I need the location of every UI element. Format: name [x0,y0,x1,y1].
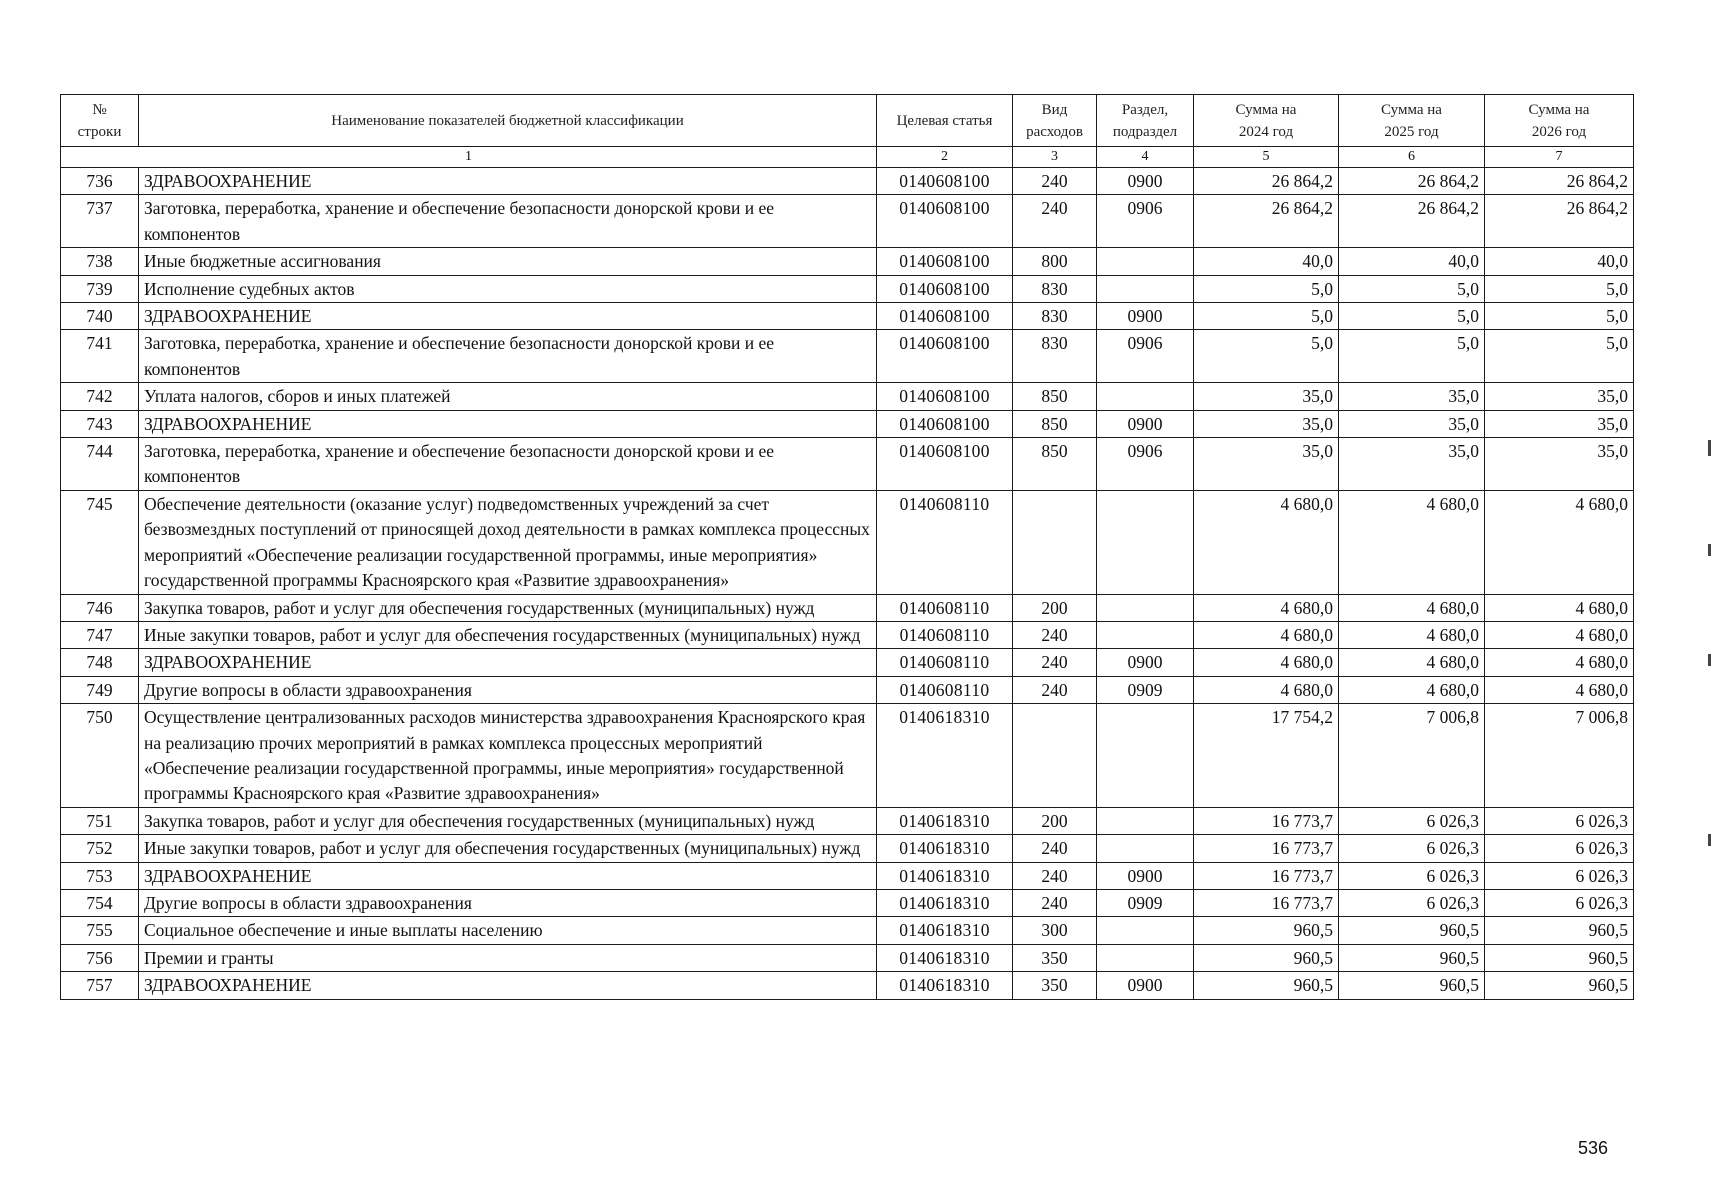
row-section [1097,807,1194,834]
row-sum-2024: 5,0 [1194,330,1339,383]
row-sum-2025: 40,0 [1339,248,1485,275]
row-number: 736 [61,168,139,195]
row-name: Иные закупки товаров, работ и услуг для обеспечения государственных (муниципальных) нужд [139,835,877,862]
row-number: 743 [61,410,139,437]
row-target-article: 0140618310 [877,972,1013,999]
table-row [61,944,1634,971]
row-section [1097,275,1194,302]
row-number: 749 [61,676,139,703]
row-name: Закупка товаров, работ и услуг для обеспечения государственных (муниципальных) нужд [139,807,877,834]
row-section: 0906 [1097,438,1194,491]
row-expense-type: 240 [1013,835,1097,862]
row-sum-2024: 35,0 [1194,438,1339,491]
row-expense-type: 240 [1013,168,1097,195]
table-row [61,248,1634,275]
row-target-article: 0140618310 [877,835,1013,862]
row-target-article: 0140608110 [877,649,1013,676]
row-number: 748 [61,649,139,676]
row-sum-2025: 4 680,0 [1339,621,1485,648]
row-target-article: 0140608100 [877,438,1013,491]
row-expense-type: 850 [1013,383,1097,410]
row-sum-2025: 960,5 [1339,972,1485,999]
row-target-article: 0140608110 [877,621,1013,648]
column-number-7: 7 [1485,147,1634,168]
row-number: 752 [61,835,139,862]
column-number-1: 1 [61,147,877,168]
row-target-article: 0140608100 [877,410,1013,437]
row-expense-type: 240 [1013,862,1097,889]
row-sum-2026: 26 864,2 [1485,195,1634,248]
header-name: Наименование показателей бюджетной классификации [139,95,877,147]
table-row [61,410,1634,437]
row-section [1097,704,1194,808]
row-expense-type: 830 [1013,303,1097,330]
row-sum-2025: 6 026,3 [1339,807,1485,834]
row-sum-2024: 16 773,7 [1194,862,1339,889]
header-row-no: № строки [61,95,139,147]
scan-edge-mark [1708,834,1711,846]
row-sum-2026: 7 006,8 [1485,704,1634,808]
row-sum-2026: 6 026,3 [1485,889,1634,916]
row-section [1097,383,1194,410]
row-expense-type: 200 [1013,594,1097,621]
row-sum-2025: 35,0 [1339,383,1485,410]
row-sum-2026: 35,0 [1485,410,1634,437]
row-target-article: 0140608100 [877,195,1013,248]
row-section [1097,490,1194,594]
row-name: ЗДРАВООХРАНЕНИЕ [139,972,877,999]
row-sum-2026: 4 680,0 [1485,621,1634,648]
row-number: 738 [61,248,139,275]
header-section: Раздел, подраздел [1097,95,1194,147]
row-expense-type: 800 [1013,248,1097,275]
row-sum-2026: 35,0 [1485,438,1634,491]
row-section [1097,248,1194,275]
row-name: Заготовка, переработка, хранение и обеспечение безопасности донорской крови и ее компонентов [139,195,877,248]
row-section: 0906 [1097,330,1194,383]
row-target-article: 0140608100 [877,303,1013,330]
row-sum-2024: 17 754,2 [1194,704,1339,808]
row-sum-2026: 6 026,3 [1485,807,1634,834]
row-target-article: 0140608110 [877,676,1013,703]
row-section: 0906 [1097,195,1194,248]
row-sum-2024: 960,5 [1194,972,1339,999]
page-number: 536 [1578,1138,1609,1158]
row-name: Социальное обеспечение и иные выплаты населению [139,917,877,944]
row-section: 0900 [1097,168,1194,195]
row-name: ЗДРАВООХРАНЕНИЕ [139,303,877,330]
table-row [61,972,1634,999]
row-sum-2025: 960,5 [1339,917,1485,944]
row-target-article: 0140618310 [877,862,1013,889]
row-number: 740 [61,303,139,330]
row-number: 747 [61,621,139,648]
row-sum-2026: 40,0 [1485,248,1634,275]
table-row [61,807,1634,834]
table-row [61,621,1634,648]
row-sum-2025: 35,0 [1339,438,1485,491]
column-number-4: 4 [1097,147,1194,168]
row-number: 755 [61,917,139,944]
row-name: ЗДРАВООХРАНЕНИЕ [139,862,877,889]
row-sum-2024: 16 773,7 [1194,889,1339,916]
row-target-article: 0140608100 [877,168,1013,195]
row-name: Исполнение судебных актов [139,275,877,302]
table-row [61,704,1634,808]
row-expense-type: 830 [1013,275,1097,302]
row-sum-2024: 26 864,2 [1194,168,1339,195]
row-sum-2025: 6 026,3 [1339,835,1485,862]
row-section: 0900 [1097,862,1194,889]
row-sum-2024: 960,5 [1194,917,1339,944]
table-row [61,195,1634,248]
column-number-3: 3 [1013,147,1097,168]
row-target-article: 0140608100 [877,383,1013,410]
table-row [61,490,1634,594]
row-sum-2026: 35,0 [1485,383,1634,410]
table-row [61,889,1634,916]
row-name: Обеспечение деятельности (оказание услуг) подведомственных учреждений за счет безвозмездных поступлений от приносящей доход деятельности в рамках комплекса процессных мероприятий «Обеспечение реализации государственной программы, иные мероприятия» государственной программы Красноярского края «Развитие здравоохранения» [139,490,877,594]
row-sum-2025: 26 864,2 [1339,168,1485,195]
row-sum-2025: 6 026,3 [1339,889,1485,916]
table-body [61,168,1634,1000]
row-expense-type: 850 [1013,438,1097,491]
row-section: 0909 [1097,676,1194,703]
row-expense-type: 200 [1013,807,1097,834]
row-sum-2026: 960,5 [1485,917,1634,944]
row-section [1097,944,1194,971]
header-sum-2024: Сумма на 2024 год [1194,95,1339,147]
column-number-5: 5 [1194,147,1339,168]
row-name: ЗДРАВООХРАНЕНИЕ [139,168,877,195]
row-name: ЗДРАВООХРАНЕНИЕ [139,649,877,676]
row-sum-2026: 960,5 [1485,944,1634,971]
row-sum-2026: 4 680,0 [1485,649,1634,676]
row-sum-2024: 4 680,0 [1194,621,1339,648]
row-expense-type [1013,490,1097,594]
row-number: 741 [61,330,139,383]
row-sum-2025: 6 026,3 [1339,862,1485,889]
row-number: 754 [61,889,139,916]
row-name: Другие вопросы в области здравоохранения [139,889,877,916]
row-number: 750 [61,704,139,808]
row-expense-type [1013,704,1097,808]
row-sum-2026: 6 026,3 [1485,835,1634,862]
row-expense-type: 240 [1013,649,1097,676]
row-sum-2024: 4 680,0 [1194,490,1339,594]
column-number-6: 6 [1339,147,1485,168]
row-sum-2025: 4 680,0 [1339,649,1485,676]
row-name: Премии и гранты [139,944,877,971]
row-sum-2025: 5,0 [1339,303,1485,330]
header-sum-2025: Сумма на 2025 год [1339,95,1485,147]
row-name: Уплата налогов, сборов и иных платежей [139,383,877,410]
scan-edge-mark [1708,544,1711,556]
row-section [1097,621,1194,648]
column-number-2: 2 [877,147,1013,168]
row-expense-type: 350 [1013,972,1097,999]
row-sum-2024: 5,0 [1194,275,1339,302]
row-name: ЗДРАВООХРАНЕНИЕ [139,410,877,437]
scan-edge-mark [1708,654,1711,666]
row-sum-2024: 26 864,2 [1194,195,1339,248]
row-sum-2024: 4 680,0 [1194,594,1339,621]
row-sum-2024: 960,5 [1194,944,1339,971]
row-sum-2026: 5,0 [1485,303,1634,330]
table-row [61,862,1634,889]
row-sum-2024: 40,0 [1194,248,1339,275]
row-name: Иные бюджетные ассигнования [139,248,877,275]
table-row [61,330,1634,383]
row-expense-type: 830 [1013,330,1097,383]
header-row [61,95,1634,147]
row-sum-2025: 960,5 [1339,944,1485,971]
row-number: 753 [61,862,139,889]
scan-edge-mark [1708,440,1711,456]
row-sum-2025: 26 864,2 [1339,195,1485,248]
row-sum-2024: 5,0 [1194,303,1339,330]
budget-table [60,94,1634,1000]
row-sum-2025: 4 680,0 [1339,676,1485,703]
row-expense-type: 240 [1013,621,1097,648]
row-target-article: 0140608110 [877,594,1013,621]
table-row [61,168,1634,195]
row-number: 757 [61,972,139,999]
row-sum-2025: 5,0 [1339,275,1485,302]
table-row [61,383,1634,410]
row-name: Заготовка, переработка, хранение и обеспечение безопасности донорской крови и ее компонентов [139,438,877,491]
row-sum-2026: 4 680,0 [1485,490,1634,594]
row-target-article: 0140618310 [877,917,1013,944]
row-sum-2026: 26 864,2 [1485,168,1634,195]
row-sum-2024: 35,0 [1194,410,1339,437]
table-row [61,917,1634,944]
header-target-article: Целевая статья [877,95,1013,147]
row-section: 0900 [1097,303,1194,330]
row-expense-type: 850 [1013,410,1097,437]
row-sum-2025: 4 680,0 [1339,490,1485,594]
row-number: 745 [61,490,139,594]
row-number: 739 [61,275,139,302]
row-sum-2024: 16 773,7 [1194,835,1339,862]
row-name: Другие вопросы в области здравоохранения [139,676,877,703]
row-section [1097,917,1194,944]
table-row [61,594,1634,621]
row-expense-type: 240 [1013,195,1097,248]
row-number: 737 [61,195,139,248]
row-number: 746 [61,594,139,621]
row-section [1097,835,1194,862]
row-section: 0900 [1097,649,1194,676]
table-row [61,303,1634,330]
row-target-article: 0140608100 [877,248,1013,275]
row-target-article: 0140618310 [877,889,1013,916]
table-row [61,275,1634,302]
row-sum-2024: 4 680,0 [1194,676,1339,703]
row-sum-2024: 35,0 [1194,383,1339,410]
table-row [61,835,1634,862]
row-sum-2026: 4 680,0 [1485,676,1634,703]
header-sum-2026: Сумма на 2026 год [1485,95,1634,147]
row-number: 742 [61,383,139,410]
table-row [61,438,1634,491]
table-row [61,649,1634,676]
row-expense-type: 240 [1013,889,1097,916]
row-expense-type: 240 [1013,676,1097,703]
row-sum-2025: 5,0 [1339,330,1485,383]
header-expense-type: Вид расходов [1013,95,1097,147]
row-sum-2026: 4 680,0 [1485,594,1634,621]
row-sum-2024: 4 680,0 [1194,649,1339,676]
row-sum-2026: 960,5 [1485,972,1634,999]
row-target-article: 0140618310 [877,704,1013,808]
row-target-article: 0140608100 [877,330,1013,383]
row-name: Закупка товаров, работ и услуг для обеспечения государственных (муниципальных) нужд [139,594,877,621]
row-number: 744 [61,438,139,491]
row-name: Осуществление централизованных расходов министерства здравоохранения Красноярского края на реализацию прочих мероприятий в рамках комплекса процессных мероприятий «Обеспечение реализации государственной программы, иные мероприятия» государственной программы Красноярского края «Развитие здравоохранения» [139,704,877,808]
row-target-article: 0140618310 [877,807,1013,834]
column-number-row [61,147,1634,168]
row-number: 756 [61,944,139,971]
row-sum-2026: 5,0 [1485,275,1634,302]
row-section [1097,594,1194,621]
row-sum-2024: 16 773,7 [1194,807,1339,834]
table-row [61,676,1634,703]
row-section: 0900 [1097,972,1194,999]
row-name: Заготовка, переработка, хранение и обеспечение безопасности донорской крови и ее компонентов [139,330,877,383]
row-name: Иные закупки товаров, работ и услуг для обеспечения государственных (муниципальных) нужд [139,621,877,648]
row-target-article: 0140618310 [877,944,1013,971]
row-expense-type: 350 [1013,944,1097,971]
row-sum-2026: 6 026,3 [1485,862,1634,889]
row-section: 0909 [1097,889,1194,916]
row-sum-2025: 35,0 [1339,410,1485,437]
row-section: 0900 [1097,410,1194,437]
row-target-article: 0140608100 [877,275,1013,302]
row-target-article: 0140608110 [877,490,1013,594]
row-expense-type: 300 [1013,917,1097,944]
row-sum-2025: 7 006,8 [1339,704,1485,808]
row-number: 751 [61,807,139,834]
row-sum-2026: 5,0 [1485,330,1634,383]
row-sum-2025: 4 680,0 [1339,594,1485,621]
